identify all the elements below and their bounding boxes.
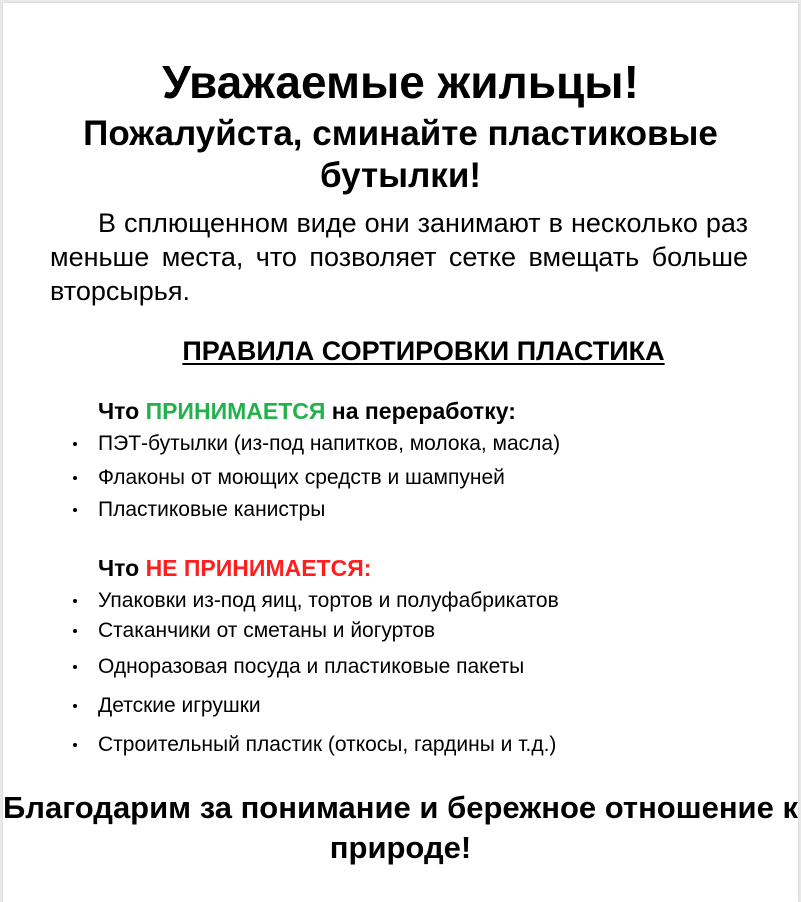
list-item: [98, 497, 325, 523]
accepted-heading: [98, 397, 516, 425]
notice-subtitle: Пожалуйста, сминайте пластиковые бутылки!: [83, 114, 718, 195]
list-item-text: Строительный пластик (откосы, гардины и т.д.): [98, 733, 557, 756]
bullet-icon: [73, 665, 77, 669]
accepted-heading-highlight: ПРИНИМАЕТСЯ: [145, 398, 326, 424]
accepted-heading-prefix: Что: [98, 398, 146, 424]
list-item: [98, 732, 556, 758]
list-item-text: Детские игрушки: [98, 694, 261, 717]
list-item-text: Упаковки из-под яиц, тортов и полуфабрикатов: [98, 589, 559, 612]
notice-page: [3, 3, 798, 902]
bullet-icon: [73, 704, 77, 708]
bullet-icon: [73, 508, 77, 512]
list-item: [98, 431, 560, 457]
rules-heading: ПРАВИЛА СОРТИРОВКИ ПЛАСТИКА: [182, 336, 665, 366]
bullet-icon: [73, 743, 77, 747]
list-item-text: Пластиковые канистры: [98, 498, 326, 521]
list-item: [98, 618, 435, 644]
list-item-text: ПЭТ-бутылки (из-под напитков, молока, масла): [98, 432, 561, 455]
rejected-heading: [98, 554, 371, 582]
rejected-heading-prefix: Что: [98, 555, 146, 581]
accepted-heading-suffix: на переработку:: [325, 398, 516, 424]
rejected-heading-highlight: НЕ ПРИНИМАЕТСЯ:: [145, 555, 372, 581]
closing-message: Благодарим за понимание и бережное отношение к природе!: [3, 790, 798, 865]
bullet-icon: [73, 599, 77, 603]
bullet-icon: [73, 442, 77, 446]
intro-paragraph: В сплющенном виде они занимают в несколько раз меньше места, что позволяет сетке вмещать больше вторсырья.: [50, 208, 748, 306]
notice-title: Уважаемые жильцы!: [162, 56, 639, 108]
list-item: [98, 588, 559, 614]
list-item: [98, 654, 524, 680]
list-item: [98, 693, 261, 719]
list-item: [98, 465, 505, 491]
bullet-icon: [73, 629, 77, 633]
list-item-text: Флаконы от моющих средств и шампуней: [98, 466, 505, 489]
bullet-icon: [73, 476, 77, 480]
list-item-text: Стаканчики от сметаны и йогуртов: [98, 619, 436, 642]
list-item-text: Одноразовая посуда и пластиковые пакеты: [98, 655, 525, 678]
